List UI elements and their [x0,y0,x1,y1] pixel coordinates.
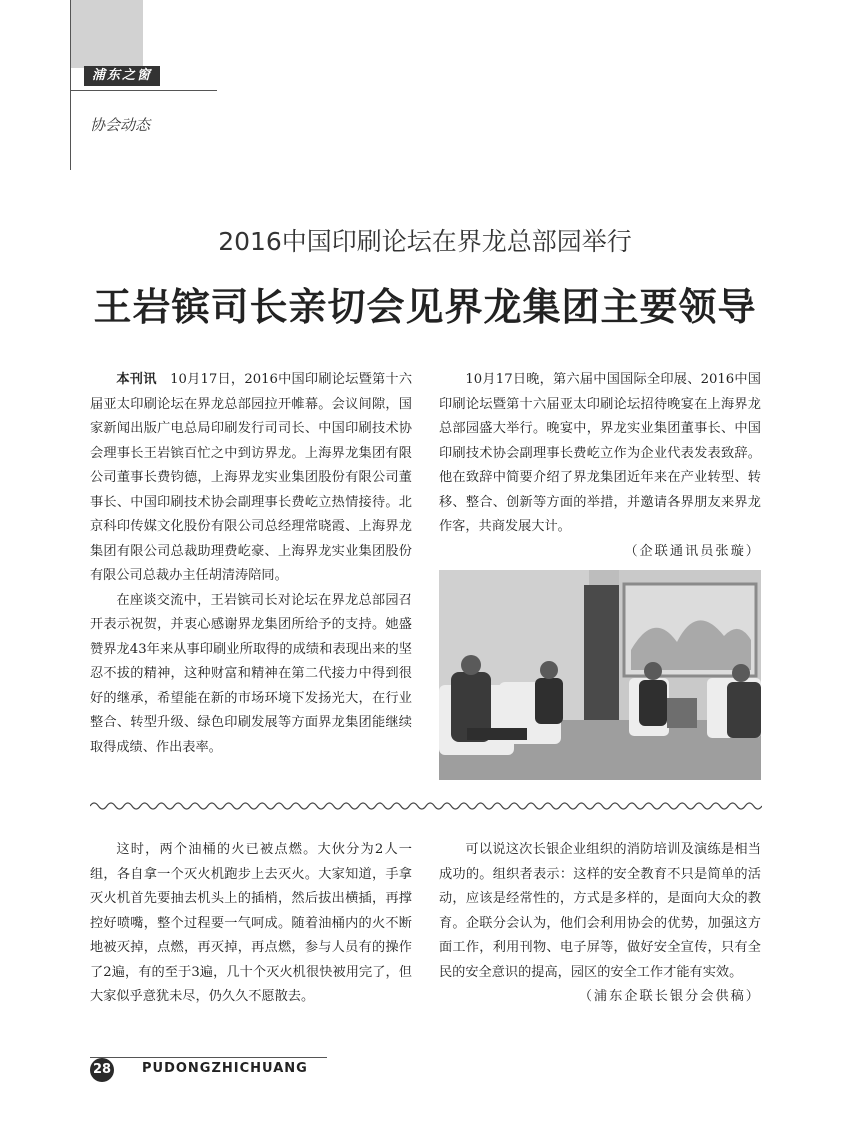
header-vertical-rule [70,0,71,170]
meeting-photo [439,570,761,780]
article-subtitle: 2016中国印刷论坛在界龙总部园举行 [218,227,632,256]
article-paragraph: 10月17日晚，第六届中国国际全印展、2016中国印刷论坛暨第十六届亚太印刷论坛招待晚宴在上海界龙总部园盛大举行。晚宴中，界龙实业集团董事长、中国印刷技术协会副理事长费屹立作为企业代表发表致辞。他在致辞中简要介绍了界龙集团近年来在产业转型、转移、整合、创新等方面的举措，并邀请各界朋友来界龙作客，共商发展大计。 [439,372,761,534]
lead-label: 本刊讯 [116,372,157,387]
magazine-logo: 浦东之窗 [84,66,160,86]
second-article-left-column [90,838,412,1010]
article-paragraph: 可以说这次长银企业组织的消防培训及演练是相当成功的。组织者表示：这样的安全教育不只是简单的活动，应该是经常性的，方式是多样的，是面向大众的教育。企联分会认为，他们会利用协会的优势，加强这方面工作，利用刊物、电子屏等，做好安全宣传，只有全民的安全意识的提高，园区的安全工作才能有实效。 [439,842,761,980]
page-number: 28 [90,1058,114,1082]
second-article-right-column [439,838,761,1010]
article-credit: （企联通讯员张璇） [624,543,761,559]
header-horizontal-rule [70,90,217,91]
paragraph-text: 10月17日，2016中国印刷论坛暨第十六届亚太印刷论坛在界龙总部园拉开帷幕。会议间隙，国家新闻出版广电总局印刷发行司司长、中国印刷技术协会理事长王岩镔百忙之中到访界龙。上海界龙集团有限公司董事长费钧德，上海界龙实业集团股份有限公司董事长、中国印刷技术协会副理事长费屹立热情接待。北京科印传媒文化股份有限公司总经理常晓霞、上海界龙集团有限公司总裁助理费屹豪、上海界龙实业集团股份有限公司总裁办主任胡清涛陪同。 [90,372,413,583]
footer-rule [90,1057,327,1058]
header-gray-tab [70,0,143,68]
article-right-column [439,368,761,564]
article-paragraph: 这时，两个油桶的火已被点燃。大伙分为2人一组，各自拿一个灭火机跑步上去灭火。大家知道，手拿灭火机首先要抽去机头上的插梢，然后拔出横插，再撑控好喷嘴，整个过程要一气呵成。随着油桶内的火不断地被灭掉，点燃，再灭掉，再点燃，参与人员有的操作了2遍，有的至于3遍，几十个灭火机很快被用完了，但大家似乎意犹未尽，仍久久不愿散去。 [90,842,412,1004]
article-credit: （浦东企联长银分会供稿） [578,989,761,1004]
article-headline: 王岩镔司长亲切会见界龙集团主要领导 [93,285,757,329]
wavy-divider [90,800,762,812]
footer-brand: PUDONGZHICHUANG [142,1061,308,1076]
article-left-column [90,368,412,760]
article-paragraph [90,368,412,589]
section-title: 协会动态 [90,116,151,134]
article-paragraph: 在座谈交流中，王岩镔司长对论坛在界龙总部园召开表示祝贺，并衷心感谢界龙集团所给予的支持。她盛赞界龙43年来从事印刷业所取得的成绩和表现出来的坚忍不拔的精神，这种财富和精神在第二代接力中得到很好的继承，希望能在新的市场环境下发扬光大，在行业整合、转型升级、绿色印刷发展等方面界龙集团能继续取得成绩、作出表率。 [90,592,412,755]
